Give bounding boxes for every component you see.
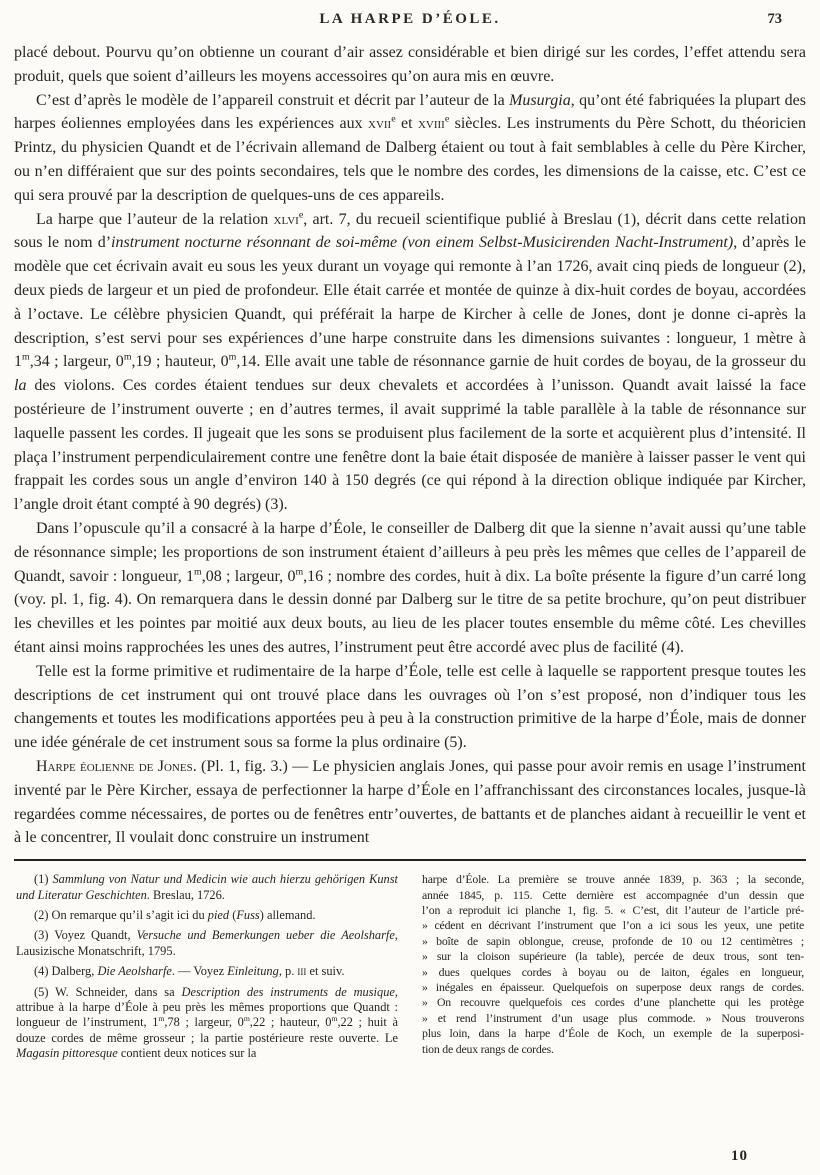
paragraph-4: Dans l’opuscule qu’il a consacré à la harpe d’Éole, le conseiller de Dalberg dit que la sienne n’avait aussi qu’une table de résonnance simple; les proportions de son instrument étaient d’ailleurs à peu près les mêmes que celles de l’appareil de Quandt, savoir : longueur, 1$^m$,08 ; largeur, 0$^m$,16 ; nombre des cordes, huit à dix. La boîte présente la figure d’un carré long (voy. pl. 1, fig. 4). On remarquera dans le dessin donné par Dalberg sur le titre de sa petite brochure, qu’on peut distribuer les chevilles et les pointes par moitié aux deux bouts, au lieu de les placer toutes ensemble du même côté. Les chevilles étant ainsi moins rapprochées les unes des autres, l’instrument peut être accordé avec plus de facilité (4).: [14, 519, 806, 656]
footnote-line: » et rend l’instrument d’un usage plus commode. » Nous trouverons: [422, 1010, 804, 1025]
paragraph-2: C’est d’après le modèle de l’appareil construit et décrit par l’auteur de la Musurgia, qu’ont été fabriquées la plupart des harpes éoliennes employées dans les expériences aux xvii$^e$ et xviii$^e$ siècles. Les instruments du Père Schott, du théoricien Printz, du physicien Quandt et de l’écrivain allemand de Dalberg étaient ou tout à fait semblables à celle du Père Kircher, ou n’en différaient que sur des points secondaires, tels que le nombre des cordes, les dimensions de la caisse, etc. C’est ce qui sera prouvé par la description de quelques-uns de ces appareils.: [14, 91, 807, 204]
footnote-line: » cédent en décrivant l’instrument que l’on a ici sous les yeux, une petite: [422, 918, 804, 933]
footnote-line: tion de deux rangs de cordes.: [422, 1041, 554, 1056]
running-title: LA HARPE D’ÉOLE.: [319, 11, 501, 27]
footnote-1: (1) Sammlung von Natur und Medicin wie auch hierzu gehörigen Kunst und Literatur Geschichten. Breslau, 1726.: [16, 872, 398, 902]
page-header: [0, 0, 820, 37]
footnote-line: plus loin, dans la harpe d’Éole de Koch, un exemple de la superposi-: [422, 1026, 804, 1041]
footnote-line: » dues quelques cordes à boyau ou de laiton, égales en longueur,: [422, 964, 804, 979]
footnote-line: l’on a reproduit ici planche 1, fig. 5. « C’est, dit l’auteur de l’article pré-: [422, 902, 804, 917]
footnote-line: » boîte de sapin oblongue, creuse, profonde de 10 ou 12 centimètres ;: [422, 933, 804, 948]
footnote-2: (2) On remarque qu’il s’agit ici du pied (Fuss) allemand.: [34, 907, 316, 922]
footnote-line: » sur la cloison supérieure (la table), percée de deux trous, sont ten-: [422, 949, 804, 964]
body-text: [0, 37, 820, 850]
footnotes-right-column: [422, 872, 804, 1066]
paragraph-3: La harpe que l’auteur de la relation xlvi$^e$, art. 7, du recueil scientifique publié à Breslau (1), décrit dans cette relation sous le nom d’instrument nocturne résonnant de soi-même (von einem Selbst-Musicirenden Nacht-Instrument), d’après le modèle que cet écrivain avait eu sous les yeux durant un voyage qui remonte à l’an 1726, avait cinq pieds de longueur (2), deux pieds de largeur et un pied de profondeur. Elle était carrée et montée de quinze à dix-huit cordes de boyau, accordées à l’octave. Le célèbre physicien Quandt, qui préférait la harpe de Kircher à celle de Jones, dont je donne ci-après la description, s’est servi pour ses expériences d’une harpe construite dans les dimensions suivantes : longueur, 1 mètre à 1$^m$,34 ; largeur, 0$^m$,19 ; hauteur, 0$^m$,14. Elle avait une table de résonnance garnie de huit cordes de boyau, de la grosseur du la des violons. Ces cordes étaient tendues sur deux chevalets et accordées à l’unisson. Quandt avait laissé la face postérieure de l’instrument ouverte ; en d’autres termes, il avait supprimé la table parallèle à la table de résonnance sur laquelle passent les cordes. Il jugeait que les sons se produisent plus facilement de la sorte et acquièrent plus d’intensité. Il plaça l’instrument perpendiculairement contre une fenêtre dont la baie était disposée de manière à laisser passer le vent qui frappait les cordes sous un angle d’environ 140 à 150 degrés (ce qui répond à la direction oblique indiquée par Kircher, l’angle droit étant compté à 90 degrés) (3).: [14, 209, 807, 514]
footnote-line: » On recouvre quelquefois ces cordes d’une planchette qui les protège: [422, 995, 804, 1010]
footnote-3: (3) Voyez Quandt, Versuche und Bemerkungen ueber die Aeolsharfe, Lausizische Monatschrift, 1795.: [16, 928, 398, 958]
footnotes: [0, 861, 820, 1066]
footnote-4: (4) Dalberg, Die Aeolsharfe. — Voyez Einleitung, p. iii et suiv.: [34, 964, 345, 979]
footnotes-left-column: [16, 872, 398, 1066]
footnote-line: harpe d’Éole. La première se trouve année 1839, p. 363 ; la seconde,: [422, 872, 804, 887]
footnote-5: (5) W. Schneider, dans sa Description des instruments de musique, attribue à la harpe d’Éole à peu près les mêmes proportions que Quandt : longueur de l’instrument, 1$^m$,78 ; largeur, 0$^m$,22 ; hauteur, 0$^m$,22 ; huit à douze cordes de même grosseur ; la partie postérieure reste ouverte. Le Magasin pittoresque contient deux notices sur la: [16, 984, 398, 1061]
footnote-line: » inégales en épaisseur. Quelquefois on superpose deux rangs de cordes.: [422, 979, 804, 994]
page-number: 73: [767, 11, 782, 27]
paragraph-6: Harpe éolienne de Jones. (Pl. 1, fig. 3.) — Le physicien anglais Jones, qui passe pour avoir remis en usage l’instrument inventé par le Père Kircher, essaya de perfectionner la harpe d’Éole en l’affranchissant des circonstances locales, jusque-là regardées comme nécessaires, de portes ou de fenêtres entr’ouvertes, de battants et de planches aidant à recueillir le vent et à le concentrer, Il voulait donc construire un instrument: [14, 757, 806, 847]
signature-mark: 10: [731, 1148, 748, 1164]
footnote-line: année 1845, p. 115. Cette dernière est accompagnée d’un dessin que: [422, 887, 804, 902]
paragraph-5: Telle est la forme primitive et rudimentaire de la harpe d’Éole, telle est celle à laquelle se rapportent presque toutes les descriptions de cet instrument qui ont trouvé place dans les ouvrages où l’on s’est proposé, non d’indiquer tous les changements et toutes les modifications apportées peu à peu à la construction primitive de la harpe d’Éole, mais de donner une idée générale de cet instrument sous sa forme la plus ordinaire (5).: [14, 662, 806, 752]
paragraph-1: placé debout. Pourvu qu’on obtienne un courant d’air assez considérable et bien dirigé sur les cordes, l’effet attendu sera produit, quels que soient d’ailleurs les moyens accessoires qu’on aura mis en œuvre.: [14, 44, 806, 85]
